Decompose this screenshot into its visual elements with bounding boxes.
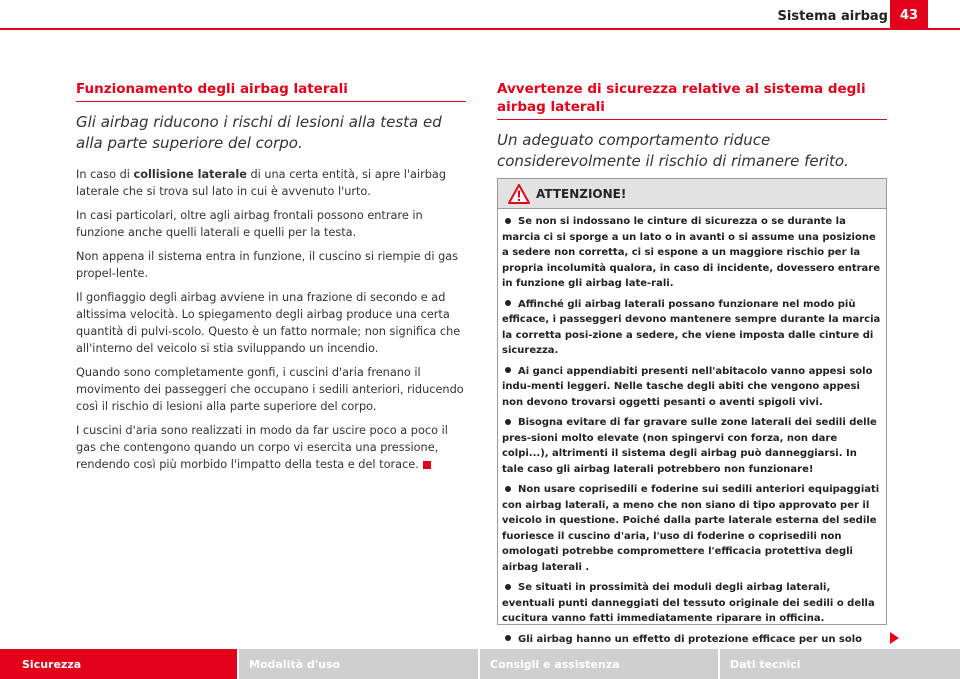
warning-item: Bisogna evitare di far gravare sulle zone laterali dei sedili delle pres-sioni molto elevate (non spingervi con forza, non dare colpi...), altrimenti il sistema degli airbag può danneggiarsi. In tale caso gli airbag laterali potrebbero non funzionare! [502, 417, 877, 475]
tab-modalita-duso[interactable]: Modalità d'uso [239, 649, 478, 679]
warning-list [498, 209, 886, 663]
bold-term: collisione laterale [133, 168, 247, 181]
paragraph: I cuscini d'aria sono realizzati in modo da far uscire poco a poco il gas che contengono quando un corpo vi esercita una pressione, rendendo così più morbido l'impatto della testa e del torace. [76, 424, 448, 471]
left-column [76, 80, 466, 480]
header-rule [0, 28, 960, 30]
warning-item: Gli airbag hanno un effetto di protezione efficace per un solo [502, 632, 881, 663]
warning-triangle-icon [508, 184, 530, 204]
bullet-icon [505, 584, 511, 590]
tab-dati-tecnici[interactable]: Dati tecnici [720, 649, 960, 679]
section-heading-side-airbags: Funzionamento degli airbag laterali [76, 80, 466, 102]
warning-title: ATTENZIONE! [536, 186, 627, 201]
tab-sicurezza[interactable]: Sicurezza [0, 649, 237, 679]
page-number: 43 [890, 0, 928, 30]
warning-item: Non usare coprisedili e foderine sui sedili anteriori equipaggiati con airbag laterali, a meno che non siano di tipo approvato per il veicolo in questione. Poiché dalla parte laterale esterna del sedile fuoriesce il cuscino d'aria, l'uso di foderine o coprisedili non omologati potrebbe compromettere l'efficacia protettiva degli airbag laterali . [502, 484, 880, 573]
warning-item: Se non si indossano le cinture di sicurezza o se durante la marcia ci si sporge a un lato o in avanti o si assume una posizione a sedere non corretta, ci si espone a un maggiore rischio per la propria incolumità qualora, in caso di incidente, dovessero entrare in funzione gli airbag late-rali. [502, 216, 880, 289]
bullet-icon [505, 367, 511, 373]
warning-item: Ai ganci appendiabiti presenti nell'abitacolo vanno appesi solo indu-menti leggeri. Nelle tasche degli abiti che vengono appesi non devono trovarsi oggetti pesanti o aventi spigoli vivi. [502, 365, 873, 408]
bullet-icon [505, 635, 511, 641]
lead-text: Un adeguato comportamento riduce considerevolmente il rischio di rimanere ferito. [497, 131, 849, 170]
bullet-icon [505, 300, 511, 306]
page-header-title: Sistema airbag [777, 9, 888, 24]
footer-nav [0, 649, 960, 679]
right-column [497, 80, 887, 184]
warning-item: Affinché gli airbag laterali possano funzionare nel modo più efficace, i passeggeri devono mantenere sempre durante la marcia la corretta posi-zione a sedere, che viene imposta dalle cinture di sicurezza. [502, 298, 881, 356]
section-end-marker [423, 461, 431, 469]
tab-consigli-e-assistenza[interactable]: Consigli e assistenza [480, 649, 718, 679]
section-heading-safety-warnings: Avvertenze di sicurezza relative al sistema degli airbag laterali [497, 80, 887, 120]
warning-header [498, 179, 886, 209]
lead-text: Gli airbag riducono i rischi di lesioni alla testa ed alla parte superiore del corpo. [76, 113, 442, 152]
paragraph: Il gonfiaggio degli airbag avviene in una frazione di secondo e ad altissima velocità. Lo spiegamento degli airbag produce una certa quantità di pulvi-scolo. Questo è un fatto normale; non significa che all'interno del veicolo si stia sviluppando un incendio. [76, 291, 461, 355]
warning-item: Se situati in prossimità dei moduli degli airbag laterali, eventuali punti danneggiati del tessuto originale dei sedili o della cucitura vanno fatti immediatamente riparare in officina. [502, 582, 875, 624]
bullet-icon [505, 419, 511, 425]
paragraph: In casi particolari, oltre agli airbag frontali possono entrare in funzione anche quelli laterali e quelli per la testa. [76, 209, 423, 239]
paragraph: Quando sono completamente gonfi, i cuscini d'aria frenano il movimento dei passeggeri che occupano i sedili anteriori, riducendo così il rischio di lesioni alla parte superiore del corpo. [76, 366, 464, 413]
next-page-arrow-icon[interactable] [890, 632, 899, 644]
bullet-icon [505, 486, 511, 492]
paragraph: In caso di collisione laterale di una certa entità, si apre l'airbag laterale che si trova sul lato in cui è avvenuto l'urto. [76, 168, 447, 198]
bullet-icon [505, 218, 511, 224]
warning-box [497, 178, 887, 645]
paragraph: Non appena il sistema entra in funzione, il cuscino si riempie di gas propel-lente. [76, 250, 459, 280]
